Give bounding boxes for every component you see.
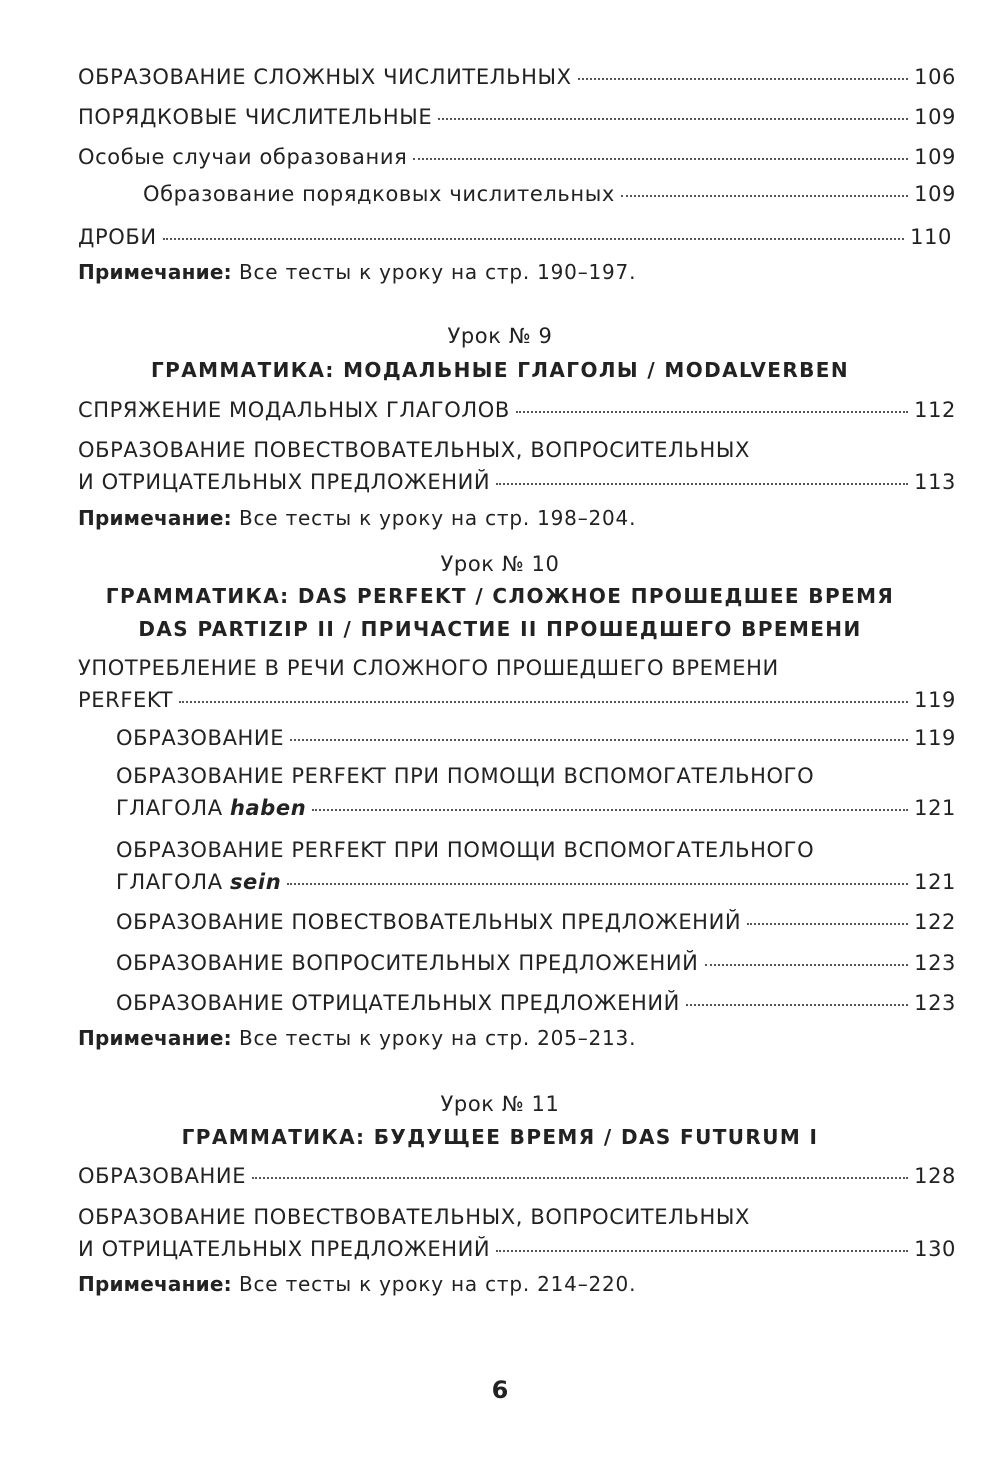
lesson-heading: ГРАММАТИКА: МОДАЛЬНЫЕ ГЛАГОЛЫ / MODALVERBEN (151, 358, 849, 382)
leader-dots (578, 78, 908, 80)
note (78, 262, 636, 282)
toc-entry-title-line1: ОБРАЗОВАНИЕ ПОВЕСТВОВАТЕЛЬНЫХ, ВОПРОСИТЕЛЬНЫХ (78, 1205, 751, 1229)
leader-dots (413, 158, 908, 160)
note-text: Все тесты к уроку на стр. 190–197. (238, 260, 637, 284)
toc-entry-page: 122 (914, 910, 956, 934)
toc-entry (116, 993, 956, 1014)
toc-entry-page: 121 (914, 796, 956, 820)
toc-entry-title-line1: ОБРАЗОВАНИЕ PERFEKT ПРИ ПОМОЩИ ВСПОМОГАТЕЛЬНОГО (116, 764, 815, 788)
toc-entry-title: ОБРАЗОВАНИЕ СЛОЖНЫХ ЧИСЛИТЕЛЬНЫХ (78, 65, 572, 89)
toc-entry-title: ОБРАЗОВАНИЕ (78, 1164, 247, 1188)
leader-dots (438, 118, 908, 120)
toc-entry (78, 472, 956, 493)
toc-entry-title-line2: ГЛАГОЛА (116, 870, 223, 894)
toc-entry-title: Особые случаи образования (78, 145, 408, 169)
toc-entry-page: 123 (914, 991, 956, 1015)
note (78, 508, 636, 528)
toc-entry-page: 109 (914, 182, 956, 206)
toc-entry-title: И ОТРИЦАТЕЛЬНЫХ ПРЕДЛОЖЕНИЙ (78, 470, 491, 494)
note-label: Примечание: (78, 260, 232, 284)
toc-entry-page: 123 (914, 951, 956, 975)
toc-entry-title: И ОТРИЦАТЕЛЬНЫХ ПРЕДЛОЖЕНИЙ (78, 1237, 491, 1261)
note-label: Примечание: (78, 1026, 232, 1050)
toc-entry-title: ОБРАЗОВАНИЕ (116, 726, 285, 750)
toc-entry-page: 109 (914, 105, 956, 129)
verb-sein: sein (229, 870, 282, 894)
page-number: 6 (491, 1376, 509, 1404)
leader-dots (312, 809, 908, 811)
toc-entry (78, 400, 956, 421)
toc-entry-title-line1: УПОТРЕБЛЕНИЕ В РЕЧИ СЛОЖНОГО ПРОШЕДШЕГО ВРЕМЕНИ (78, 656, 779, 680)
toc-entry-title-line2: ГЛАГОЛА (116, 796, 223, 820)
toc-entry-page: 119 (914, 726, 956, 750)
toc-entry-page: 119 (914, 688, 956, 712)
toc-entry (78, 107, 956, 128)
toc-entry-page: 106 (914, 65, 956, 89)
toc-entry-page: 128 (914, 1164, 956, 1188)
note (78, 1274, 636, 1294)
toc-entry-title: Образование порядковых числительных (143, 182, 615, 206)
leader-dots (621, 195, 908, 197)
lesson-title: Урок № 10 (440, 552, 560, 576)
toc-entry (78, 227, 952, 248)
leader-dots (496, 483, 908, 485)
toc-entry (116, 953, 956, 974)
note (78, 1028, 636, 1048)
toc-entry-page: 110 (910, 225, 952, 249)
toc-entry (78, 1239, 956, 1260)
leader-dots (705, 964, 909, 966)
toc-entry (78, 690, 956, 711)
toc-entry-title (116, 798, 306, 819)
toc-entry-title (116, 872, 281, 893)
leader-dots (290, 739, 908, 741)
toc-entry (116, 912, 956, 933)
toc-entry (78, 147, 956, 168)
toc-entry (116, 872, 956, 893)
toc-entry (116, 798, 956, 819)
toc-entry-page: 109 (914, 145, 956, 169)
leader-dots (516, 411, 908, 413)
leader-dots (163, 238, 904, 240)
verb-haben: haben (229, 796, 307, 820)
toc-entry-title: ОБРАЗОВАНИЕ ОТРИЦАТЕЛЬНЫХ ПРЕДЛОЖЕНИЙ (116, 991, 680, 1015)
leader-dots (179, 701, 908, 703)
toc-entry-title: PERFEKT (78, 688, 174, 712)
lesson-heading-line1: ГРАММАТИКА: DAS PERFEKT / СЛОЖНОЕ ПРОШЕДШЕЕ ВРЕМЯ (105, 584, 895, 608)
toc-entry-title: СПРЯЖЕНИЕ МОДАЛЬНЫХ ГЛАГОЛОВ (78, 398, 510, 422)
toc-entry (78, 1166, 956, 1187)
lesson-heading-line2: DAS PARTIZIP II / ПРИЧАСТИЕ II ПРОШЕДШЕГО ВРЕМЕНИ (138, 617, 862, 641)
leader-dots (496, 1250, 908, 1252)
toc-entry (78, 67, 956, 88)
leader-dots (287, 883, 908, 885)
leader-dots (747, 923, 908, 925)
toc-entry (116, 728, 956, 749)
toc-entry-title: ПОРЯДКОВЫЕ ЧИСЛИТЕЛЬНЫЕ (78, 105, 433, 129)
toc-entry-page: 121 (914, 870, 956, 894)
toc-entry-title-line1: ОБРАЗОВАНИЕ PERFEKT ПРИ ПОМОЩИ ВСПОМОГАТЕЛЬНОГО (116, 838, 815, 862)
toc-entry-title: ОБРАЗОВАНИЕ ПОВЕСТВОВАТЕЛЬНЫХ ПРЕДЛОЖЕНИЙ (116, 910, 742, 934)
toc-entry (143, 184, 956, 205)
note-text: Все тесты к уроку на стр. 205–213. (238, 1026, 637, 1050)
toc-entry-page: 113 (914, 470, 956, 494)
lesson-title: Урок № 11 (440, 1092, 560, 1116)
note-text: Все тесты к уроку на стр. 198–204. (238, 506, 637, 530)
toc-entry-title-line1: ОБРАЗОВАНИЕ ПОВЕСТВОВАТЕЛЬНЫХ, ВОПРОСИТЕЛЬНЫХ (78, 438, 751, 462)
toc-entry-title: ОБРАЗОВАНИЕ ВОПРОСИТЕЛЬНЫХ ПРЕДЛОЖЕНИЙ (116, 951, 699, 975)
toc-entry-title: ДРОБИ (78, 225, 157, 249)
lesson-heading: ГРАММАТИКА: БУДУЩЕЕ ВРЕМЯ / DAS FUTURUM I (181, 1125, 819, 1149)
note-label: Примечание: (78, 1272, 232, 1296)
leader-dots (686, 1004, 908, 1006)
note-text: Все тесты к уроку на стр. 214–220. (238, 1272, 637, 1296)
toc-entry-page: 130 (914, 1237, 956, 1261)
note-label: Примечание: (78, 506, 232, 530)
leader-dots (252, 1177, 908, 1179)
lesson-title: Урок № 9 (447, 324, 553, 348)
toc-entry-page: 112 (914, 398, 956, 422)
